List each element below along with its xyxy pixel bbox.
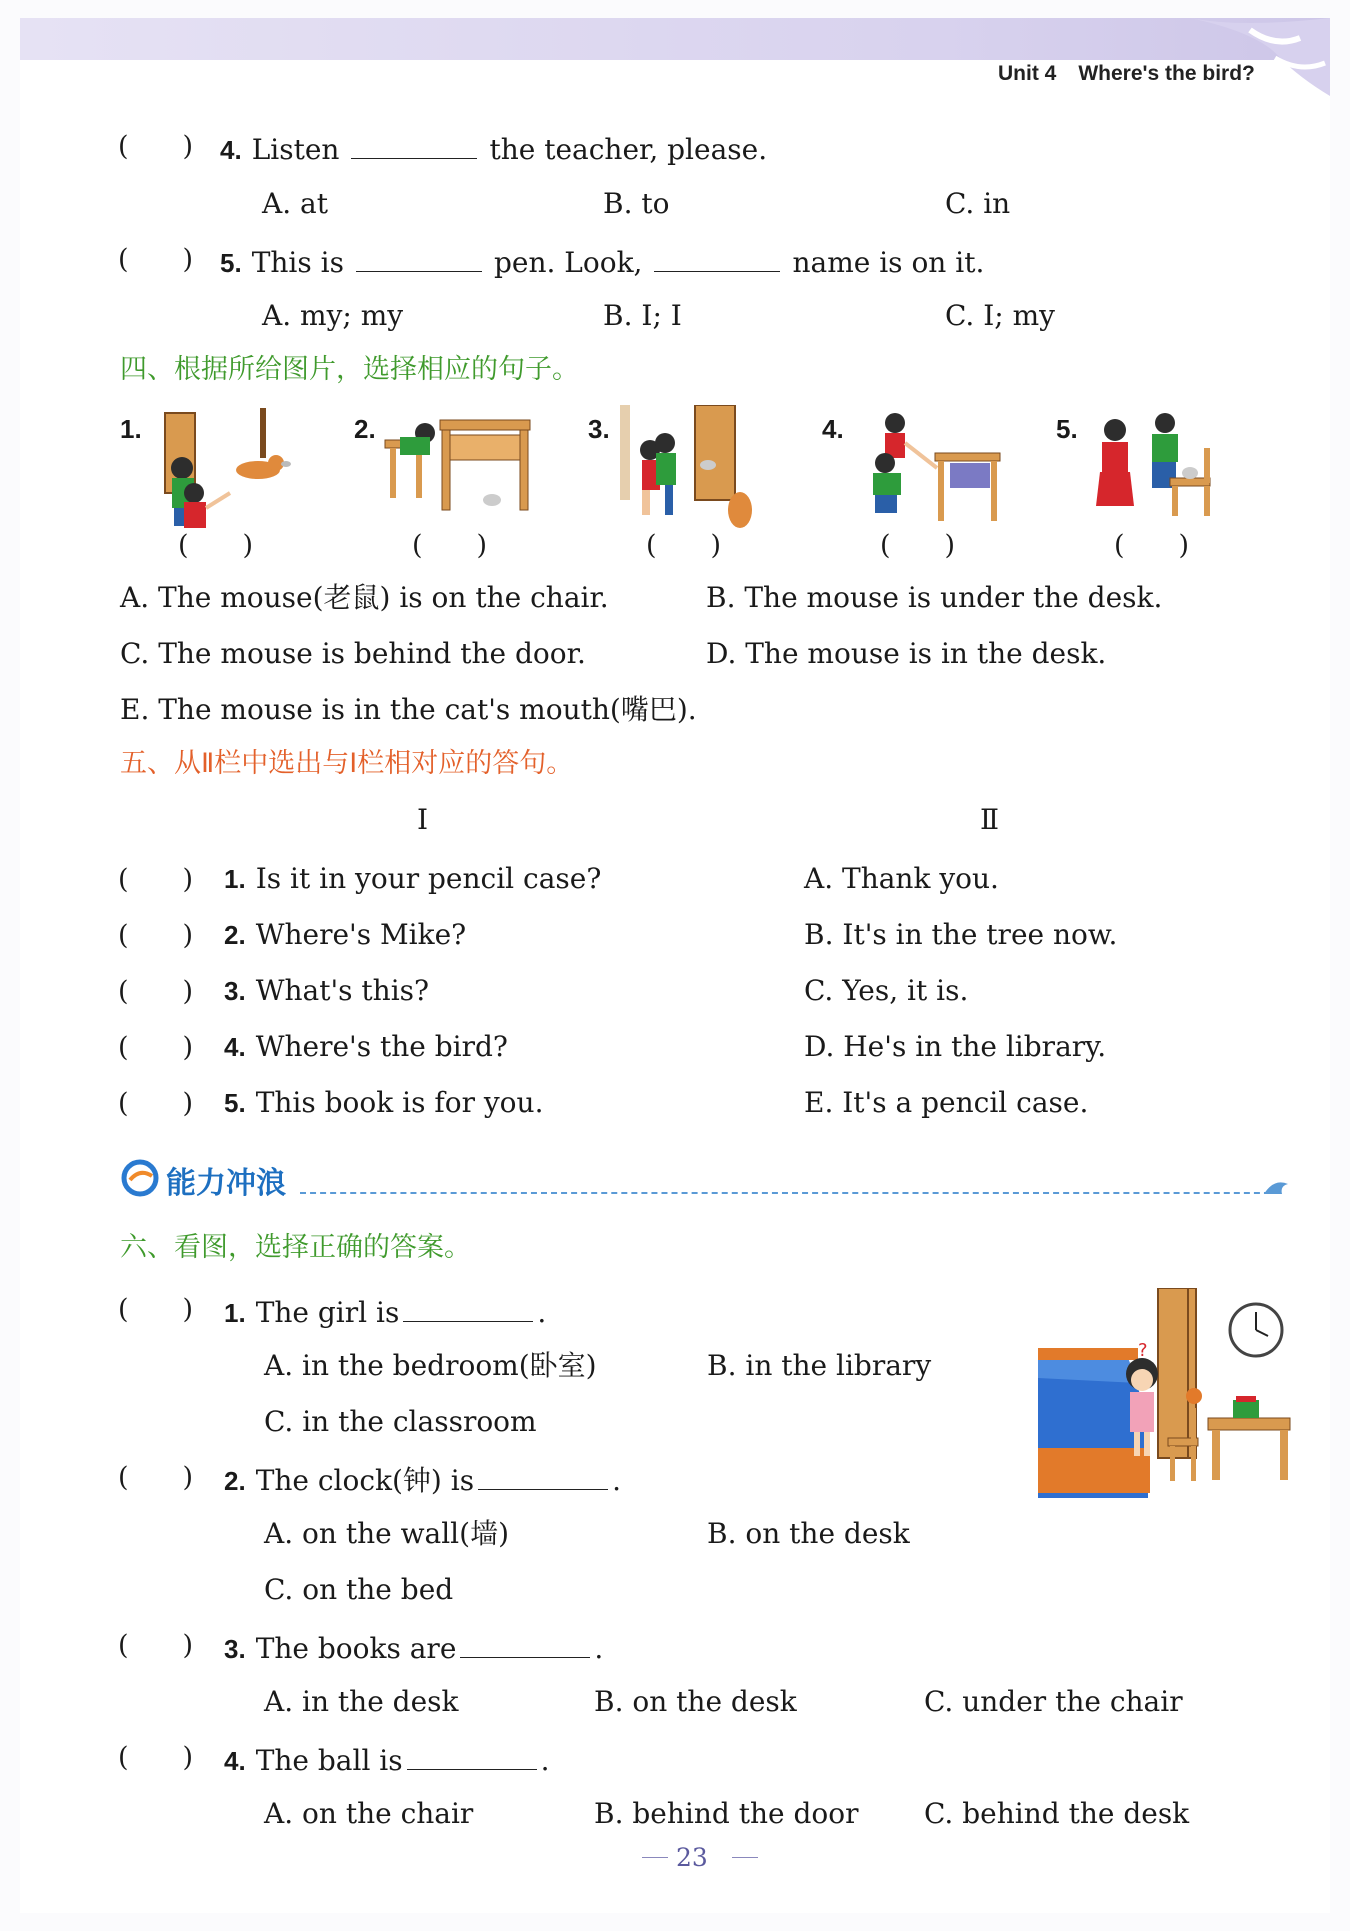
answer-paren-2[interactable]: ( ) — [412, 530, 488, 561]
section6-heading: 六、看图，选择正确的答案。 — [120, 1232, 471, 1263]
option-c[interactable]: C. I; my — [945, 299, 1055, 332]
match-question-2: 2. Where's Mike? — [224, 918, 467, 951]
option-c[interactable]: C. in — [945, 187, 1011, 220]
answer-paren[interactable]: ( ) — [118, 1630, 194, 1661]
option-b[interactable]: B. to — [603, 187, 670, 220]
picture-in-desk — [855, 408, 1005, 528]
option-e[interactable]: E. The mouse is in the cat's mouth(嘴巴). — [120, 693, 697, 726]
answer-paren[interactable]: ( ) — [118, 1462, 194, 1493]
match-answer-b: B. It's in the tree now. — [804, 918, 1118, 951]
q6-3: 3. The books are . — [224, 1632, 604, 1665]
answer-blank[interactable] — [351, 132, 477, 159]
option-a[interactable]: A. in the bedroom(卧室) — [264, 1349, 597, 1382]
answer-blank[interactable] — [403, 1295, 533, 1322]
option-a[interactable]: A. on the wall(墙) — [264, 1517, 509, 1550]
picture-behind-door — [620, 405, 770, 530]
q6-1: 1. The girl is . — [224, 1296, 547, 1329]
option-b[interactable]: B. on the desk — [594, 1685, 797, 1718]
match-answer-a: A. Thank you. — [804, 862, 999, 895]
question-5: 5. This is pen. Look, name is on it. — [220, 246, 985, 279]
option-b[interactable]: B. on the desk — [707, 1517, 910, 1550]
column-2-label: Ⅱ — [980, 803, 1000, 836]
picture-cat-mouth — [150, 408, 300, 528]
option-b[interactable]: B. behind the door — [594, 1797, 859, 1830]
page-number-dash-right — [732, 1857, 758, 1858]
option-a[interactable]: A. in the desk — [264, 1685, 459, 1718]
option-a[interactable]: A. on the chair — [264, 1797, 474, 1830]
page-number: 23 — [676, 1843, 708, 1872]
option-c[interactable]: C. in the classroom — [264, 1405, 537, 1438]
match-answer-e: E. It's a pencil case. — [804, 1086, 1089, 1119]
picture-on-chair — [1090, 408, 1235, 528]
bedroom-picture — [1038, 1288, 1293, 1498]
q6-2: 2. The clock(钟) is . — [224, 1464, 621, 1497]
option-c[interactable]: C. on the bed — [264, 1573, 454, 1606]
answer-blank[interactable] — [654, 245, 780, 272]
answer-paren-3[interactable]: ( ) — [646, 530, 722, 561]
ability-divider — [300, 1192, 1280, 1194]
header-decoration — [1180, 18, 1330, 98]
answer-blank[interactable] — [478, 1463, 608, 1490]
option-b[interactable]: B. The mouse is under the desk. — [706, 581, 1163, 614]
match-question-4: 4. Where's the bird? — [224, 1030, 508, 1063]
match-question-1: 1. Is it in your pencil case? — [224, 862, 602, 895]
answer-paren[interactable]: ( ) — [118, 976, 194, 1007]
section5-heading: 五、从Ⅱ栏中选出与Ⅰ栏相对应的答句。 — [120, 748, 574, 779]
option-a[interactable]: A. The mouse(老鼠) is on the chair. — [120, 581, 609, 614]
answer-paren[interactable]: ( ) — [118, 864, 194, 895]
match-question-3: 3. What's this? — [224, 974, 430, 1007]
option-b[interactable]: B. I; I — [603, 299, 682, 332]
option-a[interactable]: A. at — [262, 187, 328, 220]
answer-paren[interactable]: ( ) — [118, 1088, 194, 1119]
option-d[interactable]: D. The mouse is in the desk. — [706, 637, 1107, 670]
match-question-5: 5. This book is for you. — [224, 1086, 544, 1119]
answer-paren[interactable]: ( ) — [118, 244, 194, 275]
option-c[interactable]: C. The mouse is behind the door. — [120, 637, 586, 670]
answer-paren[interactable]: ( ) — [118, 920, 194, 951]
pic-label-4: 4. — [822, 414, 844, 444]
column-1-label: Ⅰ — [417, 803, 429, 836]
answer-blank[interactable] — [407, 1743, 537, 1770]
option-c[interactable]: C. behind the desk — [924, 1797, 1190, 1830]
answer-paren-1[interactable]: ( ) — [178, 530, 254, 561]
unit-title: Unit 4 Where's the bird? — [998, 62, 1255, 85]
question-4: 4. Listen the teacher, please. — [220, 133, 768, 166]
q6-4: 4. The ball is . — [224, 1744, 550, 1777]
answer-paren[interactable]: ( ) — [118, 131, 194, 162]
answer-paren[interactable]: ( ) — [118, 1294, 194, 1325]
pic-label-1: 1. — [120, 414, 142, 444]
option-b[interactable]: B. in the library — [707, 1349, 932, 1382]
answer-paren-5[interactable]: ( ) — [1114, 530, 1190, 561]
svg-text:?: ? — [1138, 1340, 1148, 1361]
option-a[interactable]: A. my; my — [262, 299, 404, 332]
ability-title: 能力冲浪 — [166, 1166, 286, 1201]
answer-paren[interactable]: ( ) — [118, 1742, 194, 1773]
wave-icon — [1262, 1176, 1292, 1198]
answer-paren[interactable]: ( ) — [118, 1032, 194, 1063]
page-number-dash-left — [642, 1857, 668, 1858]
match-answer-c: C. Yes, it is. — [804, 974, 969, 1007]
match-answer-d: D. He's in the library. — [804, 1030, 1107, 1063]
section4-heading: 四、根据所给图片，选择相应的句子。 — [120, 354, 579, 385]
surf-icon — [120, 1158, 160, 1198]
answer-blank[interactable] — [356, 245, 482, 272]
pic-label-2: 2. — [354, 414, 376, 444]
picture-under-desk — [380, 405, 540, 525]
header-band — [20, 18, 1330, 60]
option-c[interactable]: C. under the chair — [924, 1685, 1183, 1718]
answer-paren-4[interactable]: ( ) — [880, 530, 956, 561]
pic-label-3: 3. — [588, 414, 610, 444]
pic-label-5: 5. — [1056, 414, 1078, 444]
answer-blank[interactable] — [460, 1631, 590, 1658]
